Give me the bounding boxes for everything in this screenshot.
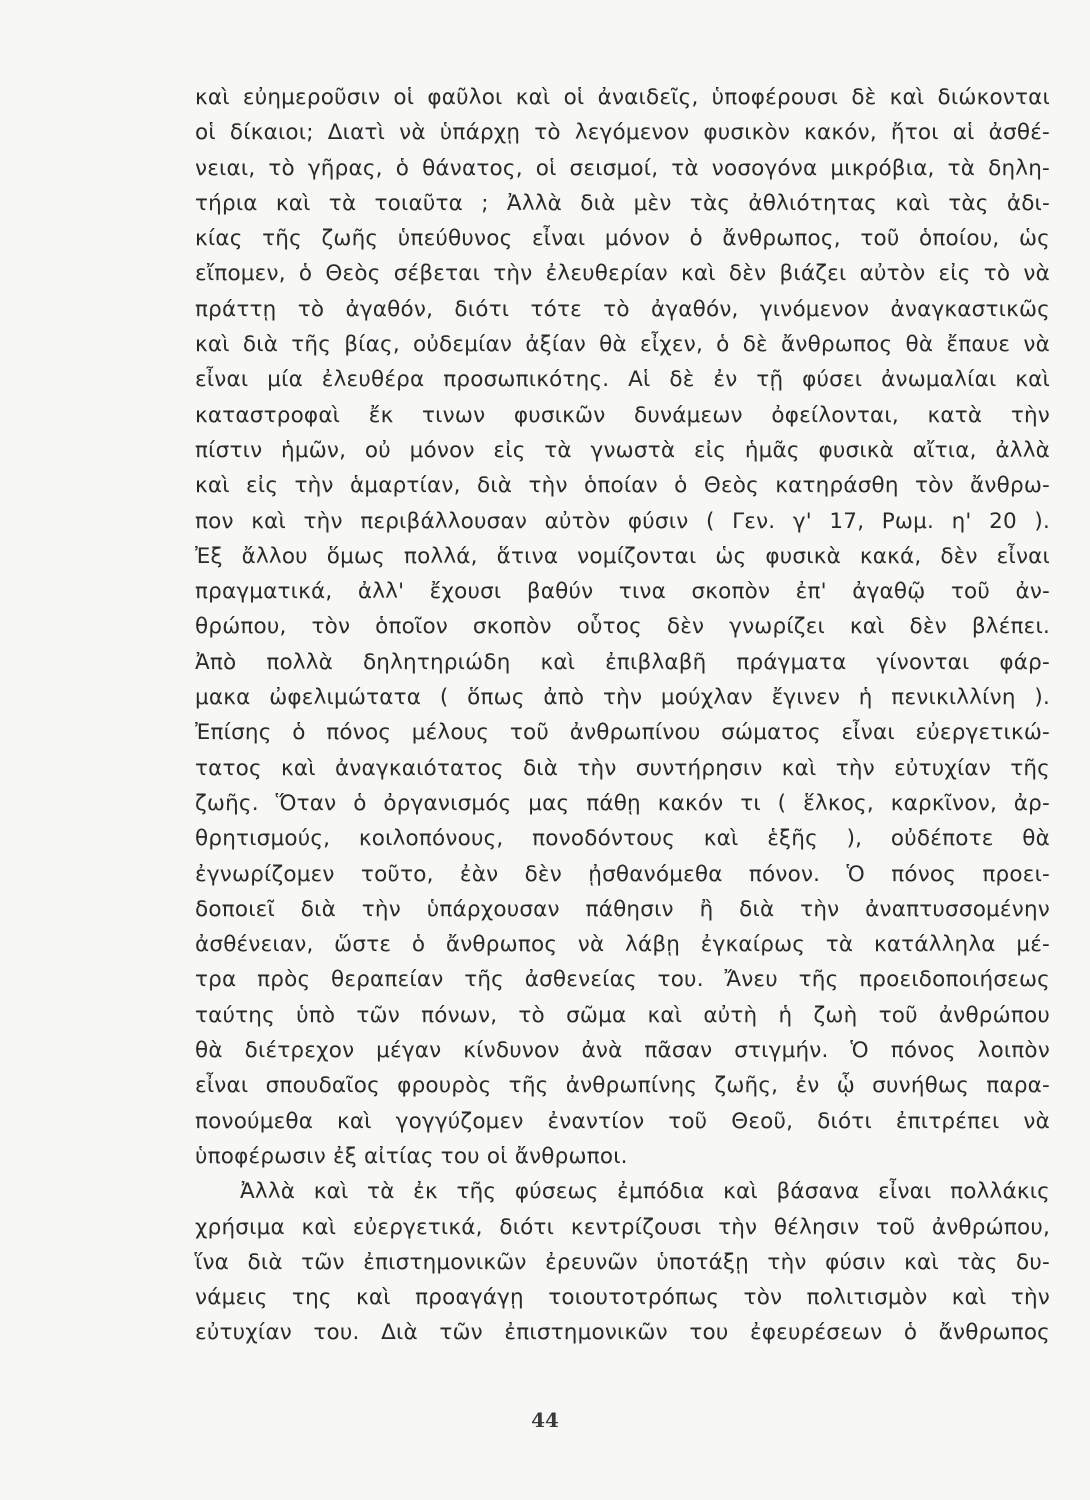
text-line: μακα ὠφελιμώτατα ( ὅπως ἀπὸ τὴν μούχλαν ἔγινεν ἡ πενικιλλίνη ).	[195, 685, 1050, 711]
text-line: θρώπου, τὸν ὁποῖον σκοπὸν οὗτος δὲν γνωρίζει καὶ δὲν βλέπει.	[195, 614, 1050, 640]
text-line: πράττῃ τὸ ἀγαθόν, διότι τότε τὸ ἀγαθόν, γινόμενον ἀναγκαστικῶς	[195, 296, 1050, 322]
text-line: χρήσιμα καὶ εὐεργετικά, διότι κεντρίζουσι τὴν θέλησιν τοῦ ἀνθρώπου,	[195, 1214, 1050, 1240]
text-line: πραγματικά, ἀλλ' ἔχουσι βαθύν τινα σκοπὸν ἐπ' ἀγαθῷ τοῦ ἀν-	[195, 579, 1050, 605]
text-line: εἶναι σπουδαῖος φρουρὸς τῆς ἀνθρωπίνης ζωῆς, ἐν ᾧ συνήθως παρα-	[195, 1073, 1050, 1099]
text-line: νάμεις της καὶ προαγάγῃ τοιουτοτρόπως τὸν πολιτισμὸν καὶ τὴν	[195, 1285, 1050, 1311]
text-line: τατος καὶ ἀναγκαιότατος διὰ τὴν συντήρησιν καὶ τὴν εὐτυχίαν τῆς	[195, 755, 1050, 781]
text-line: ἵνα διὰ τῶν ἐπιστημονικῶν ἐρευνῶν ὑποτάξῃ τὴν φύσιν καὶ τὰς δυ-	[195, 1249, 1050, 1275]
text-line: πονούμεθα καὶ γογγύζομεν ἐναντίον τοῦ Θεοῦ, διότι ἐπιτρέπει νὰ	[195, 1108, 1050, 1134]
text-line: δοποιεῖ διὰ τὴν ὑπάρχουσαν πάθησιν ἢ διὰ τὴν ἀναπτυσσομένην	[195, 896, 1050, 922]
text-line: κίας τῆς ζωῆς ὑπεύθυνος εἶναι μόνον ὁ ἄνθρωπος, τοῦ ὁποίου, ὡς	[195, 226, 1050, 252]
body-text	[195, 80, 1050, 1351]
text-line: πον καὶ τὴν περιβάλλουσαν αὐτὸν φύσιν ( Γεν. γ' 17, Ρωμ. η' 20 ).	[195, 508, 1050, 534]
paragraph-start-line: Ἀλλὰ καὶ τὰ ἐκ τῆς φύσεως ἐμπόδια καὶ βάσανα εἶναι πολλάκις	[240, 1179, 1050, 1205]
text-line: θὰ διέτρεχον μέγαν κίνδυνον ἀνὰ πᾶσαν στιγμήν. Ὁ πόνος λοιπὸν	[195, 1038, 1050, 1064]
text-line: πίστιν ἡμῶν, οὐ μόνον εἰς τὰ γνωστὰ εἰς ἡμᾶς φυσικὰ αἴτια, ἀλλὰ	[195, 437, 1050, 463]
text-line: ἀσθένειαν, ὥστε ὁ ἄνθρωπος νὰ λάβῃ ἐγκαίρως τὰ κατάλληλα μέ-	[195, 932, 1050, 958]
text-line: εἴπομεν, ὁ Θεὸς σέβεται τὴν ἐλευθερίαν καὶ δὲν βιάζει αὐτὸν εἰς τὸ νὰ	[195, 261, 1050, 287]
text-line: νειαι, τὸ γῆρας, ὁ θάνατος, οἱ σεισμοί, τὰ νοσογόνα μικρόβια, τὰ δηλη-	[195, 155, 1050, 181]
text-line: καὶ διὰ τῆς βίας, οὐδεμίαν ἀξίαν θὰ εἶχεν, ὁ δὲ ἄνθρωπος θὰ ἔπαυε νὰ	[195, 332, 1050, 358]
text-line: εὐτυχίαν του. Διὰ τῶν ἐπιστημονικῶν του ἐφευρέσεων ὁ ἄνθρωπος	[195, 1320, 1050, 1346]
text-line: Ἐπίσης ὁ πόνος μέλους τοῦ ἀνθρωπίνου σώματος εἶναι εὐεργετικώ-	[195, 720, 1050, 746]
text-line: Ἐξ ἄλλου ὅμως πολλά, ἅτινα νομίζονται ὡς φυσικὰ κακά, δὲν εἶναι	[195, 543, 1050, 569]
text-line: τρα πρὸς θεραπείαν τῆς ἀσθενείας του. Ἄνευ τῆς προειδοποιήσεως	[195, 967, 1050, 993]
text-line: ταύτης ὑπὸ τῶν πόνων, τὸ σῶμα καὶ αὐτὴ ἡ ζωὴ τοῦ ἀνθρώπου	[195, 1002, 1050, 1028]
text-line: οἱ δίκαιοι; Διατὶ νὰ ὑπάρχῃ τὸ λεγόμενον φυσικὸν κακόν, ἤτοι αἱ ἀσθέ-	[195, 120, 1050, 146]
text-line: ζωῆς. Ὅταν ὁ ὀργανισμός μας πάθῃ κακόν τι ( ἕλκος, καρκῖνον, ἀρ-	[195, 790, 1050, 816]
text-line: καὶ εὐημεροῦσιν οἱ φαῦλοι καὶ οἱ ἀναιδεῖς, ὑποφέρουσι δὲ καὶ διώκονται	[195, 85, 1050, 110]
text-line: τήρια καὶ τὰ τοιαῦτα ; Ἀλλὰ διὰ μὲν τὰς ἀθλιότητας καὶ τὰς ἀδι-	[195, 190, 1050, 216]
text-line: θρητισμούς, κοιλοπόνους, πονοδόντους καὶ ἑξῆς ), οὐδέποτε θὰ	[195, 826, 1050, 852]
paragraph-end-line: ὑποφέρωσιν ἐξ αἰτίας του οἱ ἄνθρωποι.	[195, 1143, 628, 1169]
text-line: εἶναι μία ἐλευθέρα προσωπικότης. Αἱ δὲ ἐν τῇ φύσει ἀνωμαλίαι καὶ	[195, 367, 1050, 393]
text-line: καταστροφαὶ ἔκ τινων φυσικῶν δυνάμεων ὀφείλονται, κατὰ τὴν	[195, 402, 1050, 428]
text-line: καὶ εἰς τὴν ἁμαρτίαν, διὰ τὴν ὁποίαν ὁ Θεὸς κατηράσθη τὸν ἄνθρω-	[195, 473, 1050, 499]
text-line: Ἀπὸ πολλὰ δηλητηριώδη καὶ ἐπιβλαβῆ πράγματα γίνονται φάρ-	[195, 649, 1050, 675]
text-line: ἐγνωρίζομεν τοῦτο, ἐὰν δὲν ᾐσθανόμεθα πόνον. Ὁ πόνος προει-	[195, 861, 1050, 887]
page-number: 44	[531, 1408, 559, 1432]
